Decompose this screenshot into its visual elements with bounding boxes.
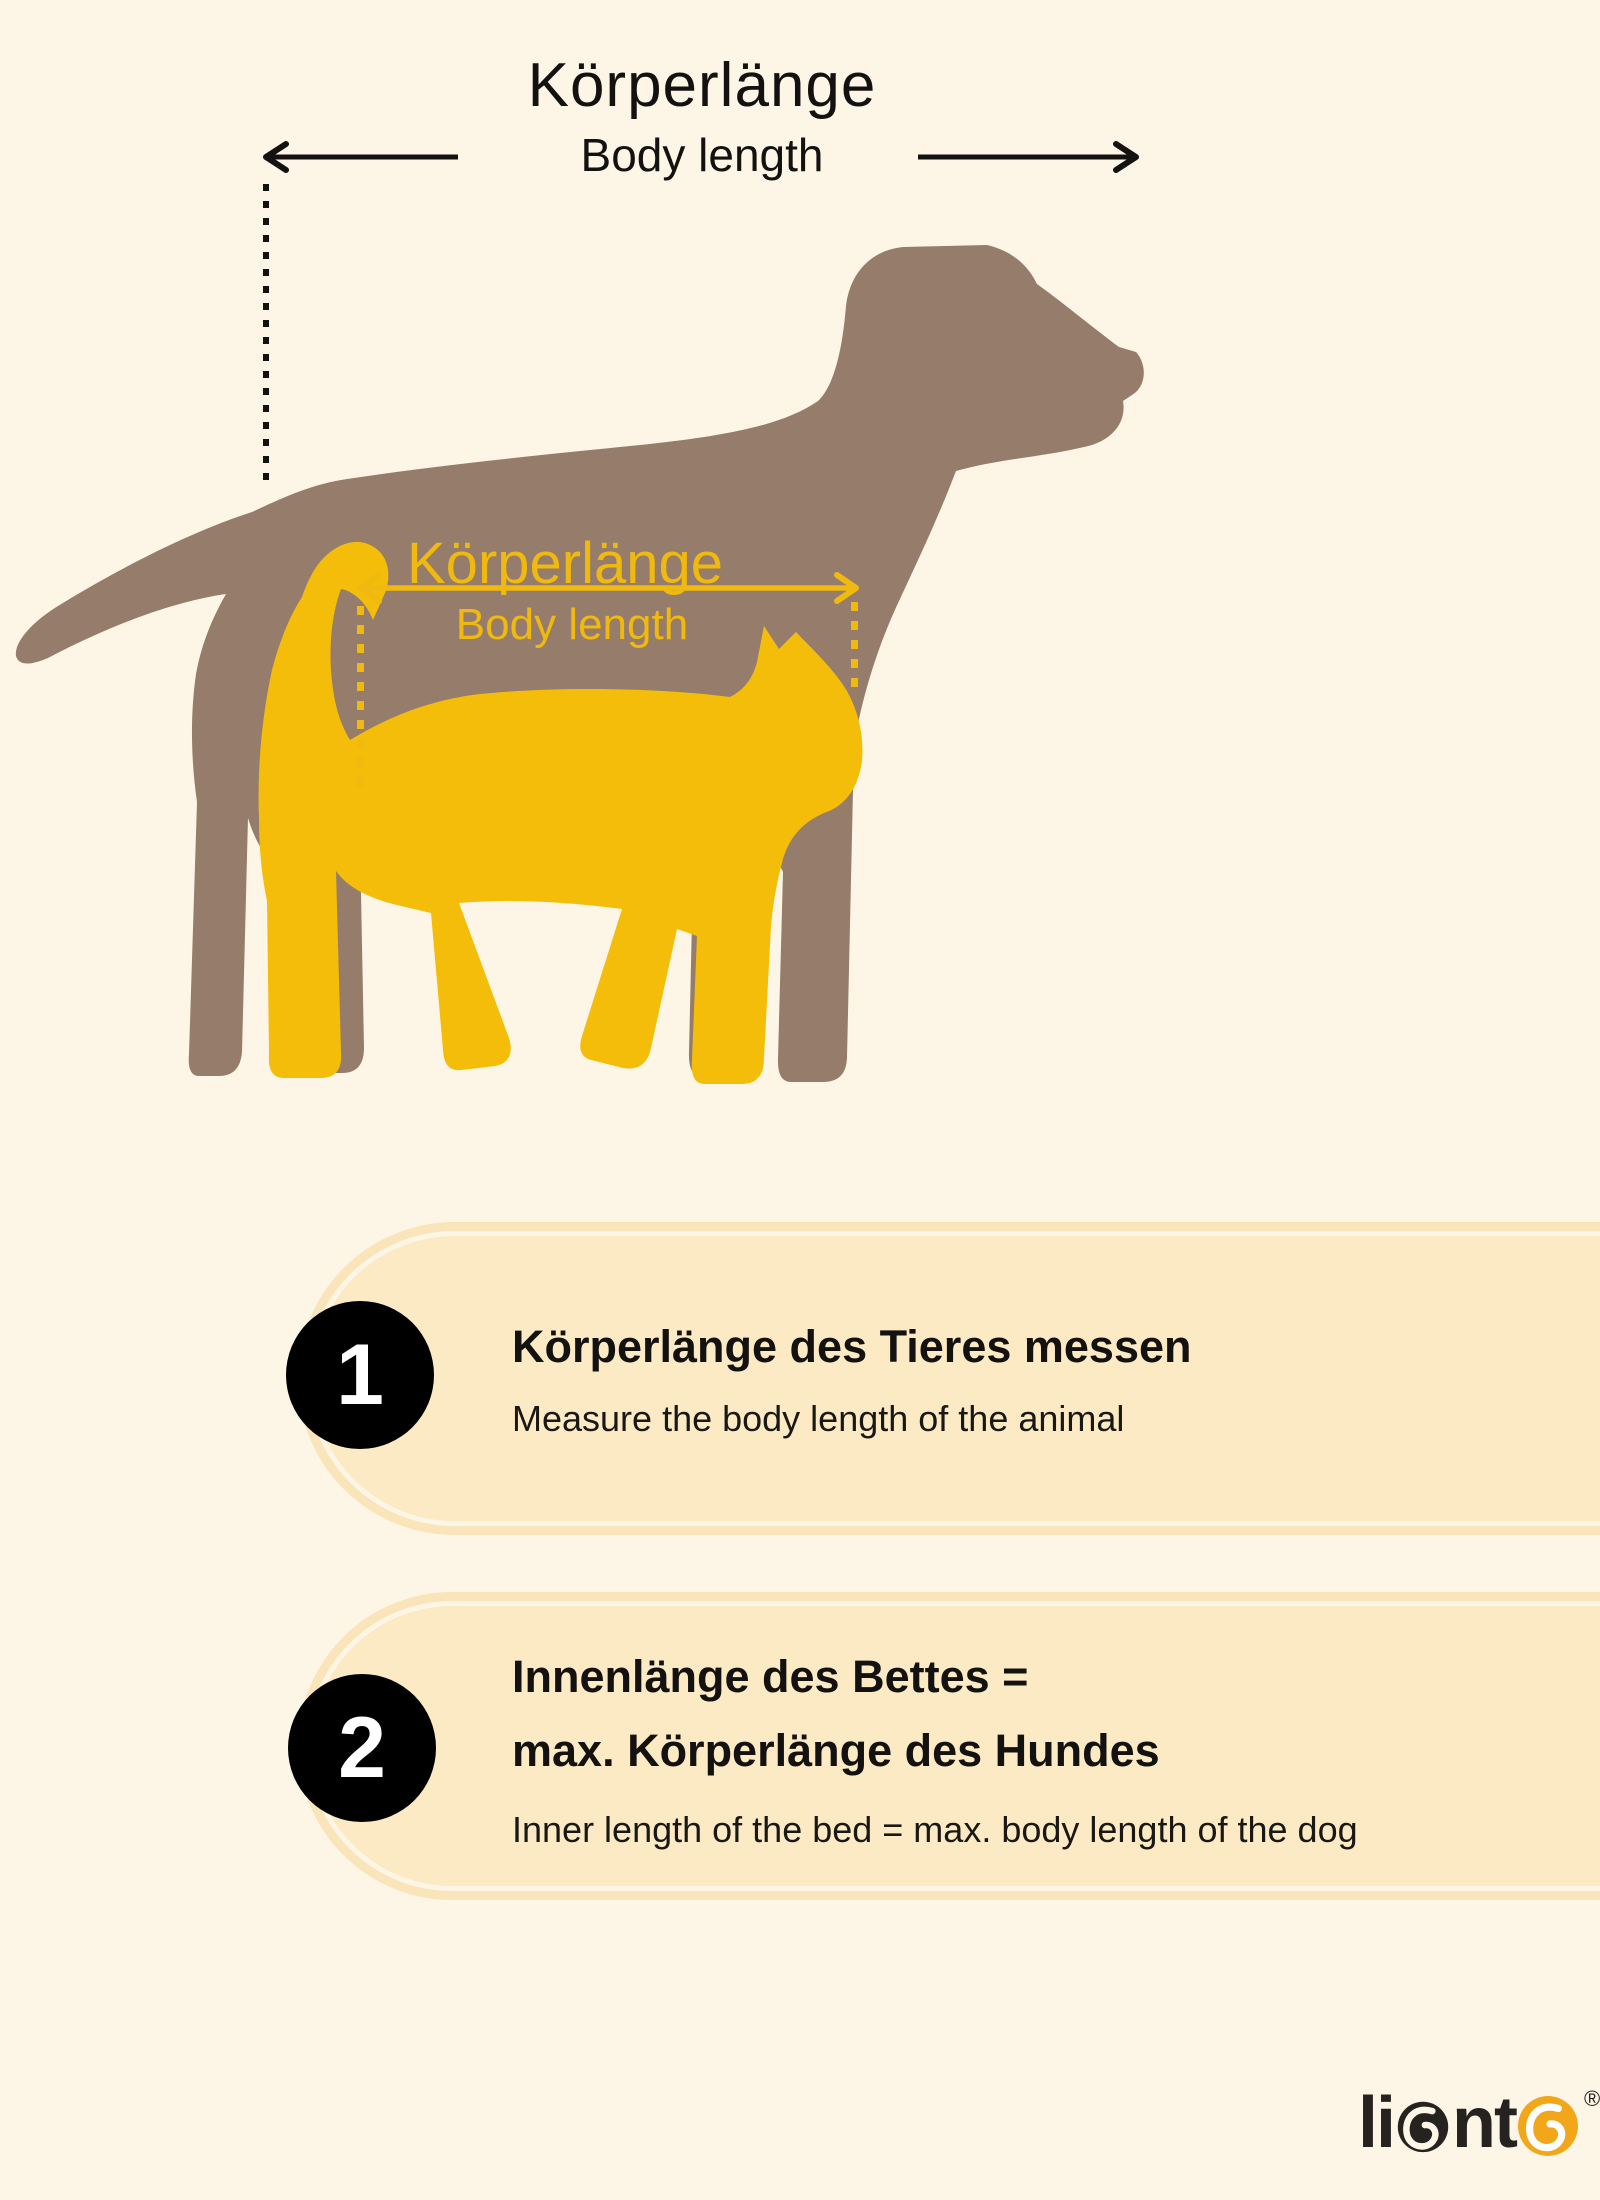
- step-1-subtitle: Measure the body length of the animal: [512, 1397, 1125, 1439]
- step-2-subtitle: Inner length of the bed = max. body length of the dog: [512, 1809, 1358, 1850]
- step-card-2-fill: [312, 1606, 1600, 1886]
- step-2-title-line-1: Innenlänge des Bettes =: [512, 1651, 1029, 1702]
- logo-dark-o-icon: [1395, 2098, 1451, 2154]
- step-1-number-badge: [286, 1301, 434, 1449]
- step-1-title: Körperlänge des Tieres messen: [512, 1320, 1192, 1372]
- logo-text-part1: li: [1358, 2083, 1395, 2163]
- logo-orange-o-icon: [1517, 2095, 1579, 2157]
- step-1-number: 1: [336, 1326, 384, 1423]
- step-2-number: 2: [338, 1699, 386, 1796]
- header-title-de: Körperlänge: [527, 51, 877, 120]
- registered-trademark: ®: [1583, 2086, 1600, 2111]
- header-subtitle-en: Body length: [580, 129, 824, 181]
- lionto-logo: [1358, 2083, 1600, 2163]
- logo-text-part2: nt: [1452, 2083, 1516, 2163]
- step-card-1: [298, 1222, 1600, 1535]
- step-card-1-fill: [312, 1236, 1600, 1521]
- dotted-line-yellow-right: [851, 602, 858, 690]
- overlay-title-de: Körperlänge: [407, 531, 723, 596]
- step-card-2: [298, 1592, 1600, 1900]
- overlay-subtitle-en: Body length: [455, 600, 689, 649]
- step-2-title-line-2: max. Körperlänge des Hundes: [512, 1725, 1160, 1776]
- dog-silhouette: [16, 245, 1144, 1082]
- step-2-number-badge: [288, 1674, 436, 1822]
- dotted-line-yellow-left: [357, 606, 364, 796]
